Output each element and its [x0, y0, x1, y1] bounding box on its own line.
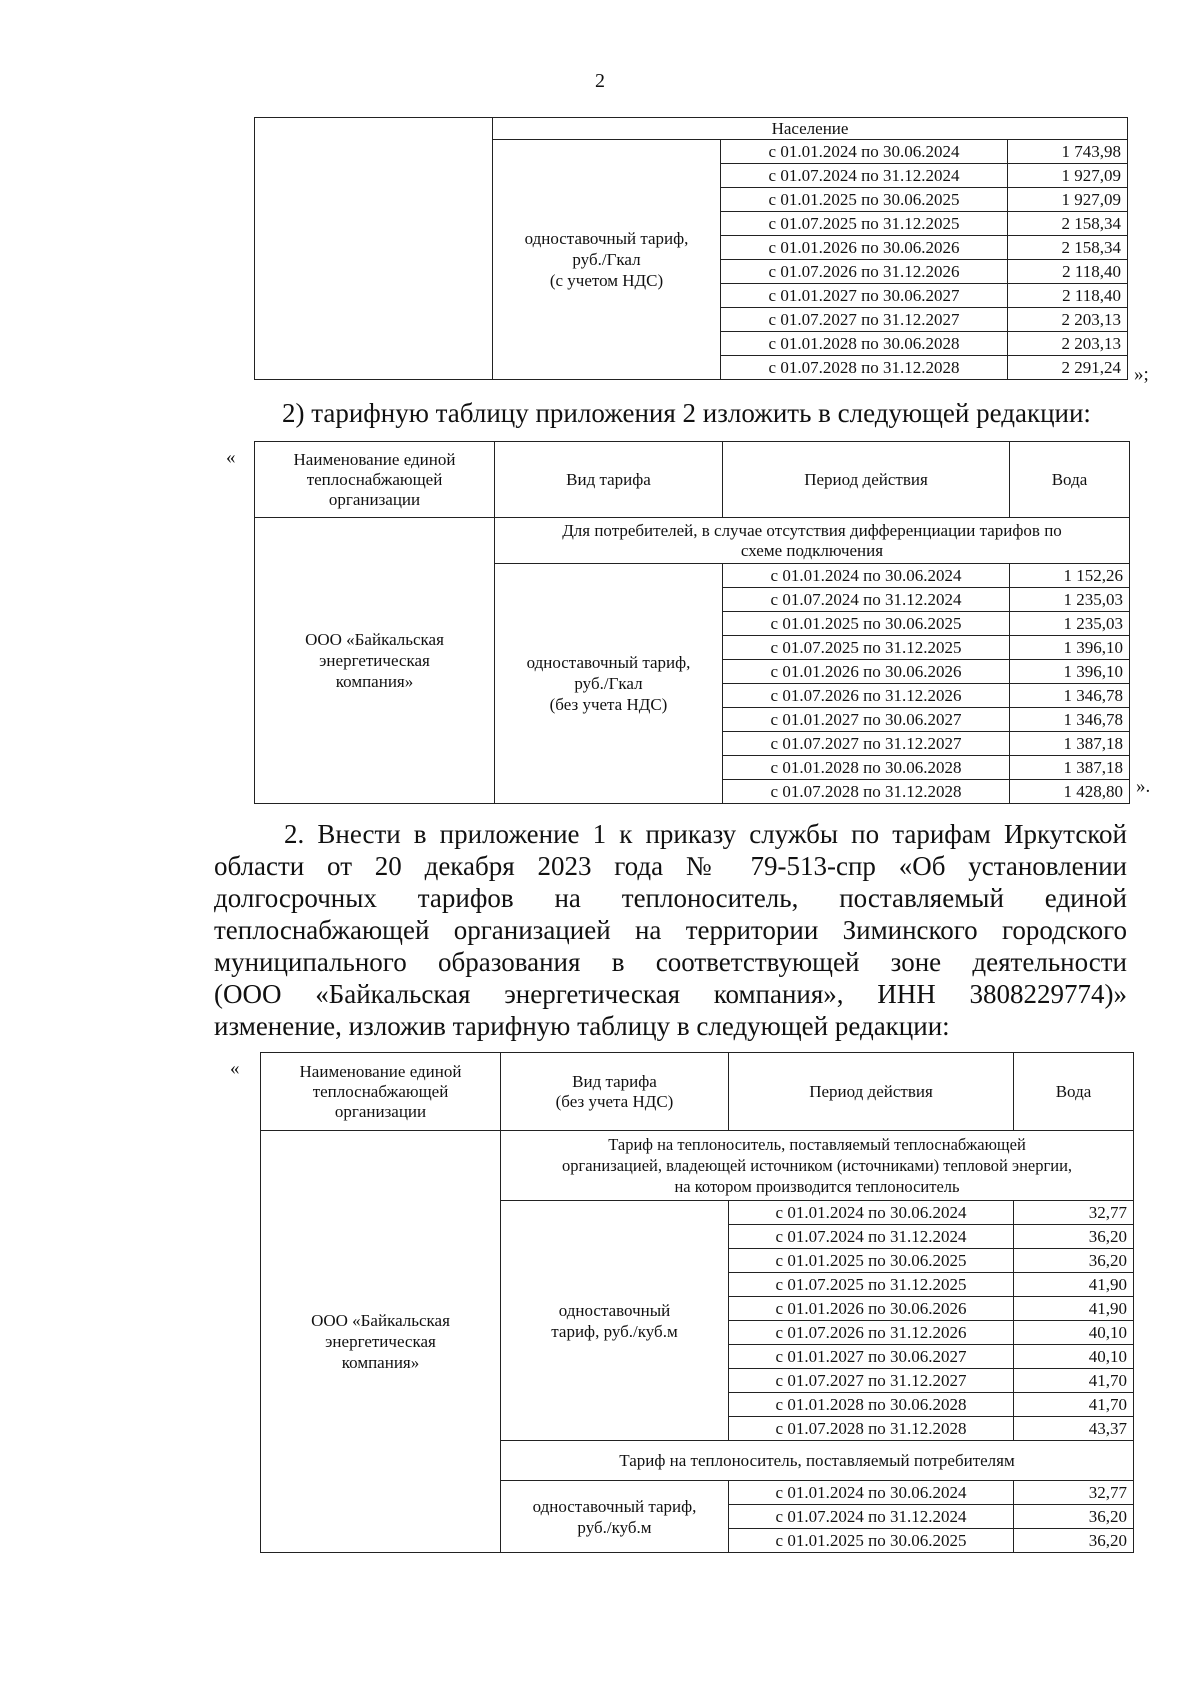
tariff-type-line: (без учета НДС) — [549, 695, 668, 714]
value-cell: 1 387,18 — [1010, 756, 1130, 780]
period-cell: с 01.01.2027 по 30.06.2027 — [729, 1345, 1014, 1369]
value-cell: 36,20 — [1014, 1505, 1134, 1529]
header-period: Период действия — [723, 442, 1010, 518]
tariff-type-line: одноставочный — [558, 1300, 671, 1320]
header-org — [261, 1053, 501, 1131]
group-label-cell — [501, 1131, 1134, 1201]
value-cell: 41,90 — [1014, 1297, 1134, 1321]
period-cell: с 01.01.2028 по 30.06.2028 — [721, 332, 1008, 356]
group-label-line: на котором производится теплоноситель — [674, 1177, 960, 1196]
header-period: Период действия — [729, 1053, 1014, 1131]
tariff-type-line: руб./Гкал — [572, 250, 641, 269]
header-org-line: теплоснабжающей — [312, 1081, 449, 1101]
period-cell: с 01.07.2027 по 31.12.2027 — [721, 308, 1008, 332]
period-cell: с 01.01.2024 по 30.06.2024 — [723, 564, 1010, 588]
header-org-line: Наименование единой — [299, 1061, 462, 1081]
org-name-line: энергетическая — [319, 651, 430, 670]
value-cell: 1 235,03 — [1010, 588, 1130, 612]
close-quote-2: ». — [1136, 776, 1151, 797]
close-quote-1: »; — [1134, 364, 1149, 385]
paragraph-2-line: муниципального образования в соответствующей зоне деятельности — [214, 947, 1127, 977]
period-cell: с 01.07.2025 по 31.12.2025 — [721, 212, 1008, 236]
header-row — [255, 442, 1130, 518]
header-org-line: теплоснабжающей — [306, 469, 443, 489]
period-cell: с 01.07.2027 по 31.12.2027 — [723, 732, 1010, 756]
tariff-type-line: руб./Гкал — [574, 674, 643, 693]
group-label-cell: Тариф на теплоноситель, поставляемый потребителям — [501, 1441, 1134, 1481]
header-water: Вода — [1010, 442, 1130, 518]
tariff-table-2 — [254, 441, 1130, 804]
header-water: Вода — [1014, 1053, 1134, 1131]
value-cell: 36,20 — [1014, 1529, 1134, 1553]
header-org-line: организации — [334, 1101, 427, 1121]
period-cell: с 01.07.2028 по 31.12.2028 — [721, 356, 1008, 380]
tariff-table-3 — [260, 1052, 1134, 1553]
group-label-line: организацией, владеющей источником (источниками) тепловой энергии, — [561, 1156, 1073, 1175]
tariff-type-line: одноставочный тариф, — [526, 653, 691, 672]
value-cell: 1 387,18 — [1010, 732, 1130, 756]
period-cell: с 01.01.2026 по 30.06.2026 — [723, 660, 1010, 684]
value-cell: 41,90 — [1014, 1273, 1134, 1297]
period-cell: с 01.01.2026 по 30.06.2026 — [729, 1297, 1014, 1321]
value-cell: 2 118,40 — [1008, 284, 1128, 308]
period-cell: с 01.07.2028 по 31.12.2028 — [723, 780, 1010, 804]
org-name-line: ООО «Байкальская — [311, 1311, 450, 1330]
tariff-type-line: тариф, руб./куб.м — [551, 1321, 678, 1341]
paragraph-2 — [214, 818, 1127, 1042]
value-cell: 2 158,34 — [1008, 236, 1128, 260]
period-cell: с 01.01.2025 по 30.06.2025 — [721, 188, 1008, 212]
period-cell: с 01.01.2024 по 30.06.2024 — [729, 1201, 1014, 1225]
value-cell: 1 152,26 — [1010, 564, 1130, 588]
item-2-text: 2) тарифную таблицу приложения 2 изложить в следующей редакции: — [282, 398, 1091, 428]
period-cell: с 01.01.2027 по 30.06.2027 — [721, 284, 1008, 308]
period-cell: с 01.07.2026 по 31.12.2026 — [729, 1321, 1014, 1345]
period-cell: с 01.07.2025 по 31.12.2025 — [729, 1273, 1014, 1297]
value-cell: 40,10 — [1014, 1345, 1134, 1369]
value-cell: 36,20 — [1014, 1249, 1134, 1273]
period-cell: с 01.07.2026 по 31.12.2026 — [723, 684, 1010, 708]
open-quote-2: « — [226, 447, 236, 468]
group-label-cell: Население — [493, 118, 1128, 140]
value-cell: 2 291,24 — [1008, 356, 1128, 380]
org-name-line: компания» — [341, 1353, 420, 1372]
period-cell: с 01.07.2024 по 31.12.2024 — [721, 164, 1008, 188]
value-cell: 1 927,09 — [1008, 164, 1128, 188]
tariff-type-line: одноставочный тариф, — [532, 1496, 697, 1516]
period-cell: с 01.01.2024 по 30.06.2024 — [729, 1481, 1014, 1505]
paragraph-2-line: области от 20 декабря 2023 года № 79-513-спр «Об установлении — [214, 851, 1127, 881]
period-cell: с 01.01.2025 по 30.06.2025 — [729, 1529, 1014, 1553]
open-quote-3: « — [230, 1058, 240, 1079]
header-row — [261, 1053, 1134, 1131]
value-cell: 32,77 — [1014, 1201, 1134, 1225]
header-type — [501, 1053, 729, 1131]
period-cell: с 01.01.2025 по 30.06.2025 — [723, 612, 1010, 636]
value-cell: 2 118,40 — [1008, 260, 1128, 284]
value-cell: 1 235,03 — [1010, 612, 1130, 636]
org-name-cell — [255, 518, 495, 804]
tariff-type-cell — [493, 140, 721, 380]
tariff-type-cell — [495, 564, 723, 804]
tariff-type-cell — [501, 1201, 729, 1441]
period-cell: с 01.01.2025 по 30.06.2025 — [729, 1249, 1014, 1273]
group-row — [255, 518, 1130, 564]
paragraph-2-line: (ООО «Байкальская энергетическая компания», ИНН 3808229774)» — [214, 979, 1127, 1009]
value-cell: 32,77 — [1014, 1481, 1134, 1505]
paragraph-2-line: теплоснабжающей организацией на территории Зиминского городского — [214, 915, 1127, 945]
period-cell: с 01.01.2028 по 30.06.2028 — [723, 756, 1010, 780]
period-cell: с 01.01.2024 по 30.06.2024 — [721, 140, 1008, 164]
value-cell: 1 927,09 — [1008, 188, 1128, 212]
paragraph-2-line: 2. Внести в приложение 1 к приказу службы по тарифам Иркутской — [284, 819, 1127, 849]
period-cell: с 01.01.2026 по 30.06.2026 — [721, 236, 1008, 260]
period-cell: с 01.07.2027 по 31.12.2027 — [729, 1369, 1014, 1393]
header-org-line: организации — [328, 489, 421, 509]
tariff-type-cell — [501, 1481, 729, 1553]
org-name-line: компания» — [335, 672, 414, 691]
paragraph-2-line: изменение, изложив тарифную таблицу в следующей редакции: — [214, 1011, 950, 1041]
value-cell: 2 158,34 — [1008, 212, 1128, 236]
period-cell: с 01.07.2024 по 31.12.2024 — [729, 1505, 1014, 1529]
tariff-type-line: (с учетом НДС) — [549, 271, 664, 290]
value-cell: 41,70 — [1014, 1393, 1134, 1417]
period-cell: с 01.01.2028 по 30.06.2028 — [729, 1393, 1014, 1417]
continuation-tariff-table — [254, 117, 1128, 380]
value-cell: 43,37 — [1014, 1417, 1134, 1441]
period-cell: с 01.07.2024 по 31.12.2024 — [729, 1225, 1014, 1249]
table-row — [255, 118, 1128, 140]
period-cell: с 01.07.2028 по 31.12.2028 — [729, 1417, 1014, 1441]
value-cell: 1 428,80 — [1010, 780, 1130, 804]
period-cell: с 01.07.2024 по 31.12.2024 — [723, 588, 1010, 612]
tariff-type-line: одноставочный тариф, — [524, 229, 689, 248]
value-cell: 2 203,13 — [1008, 332, 1128, 356]
header-type-line: (без учета НДС) — [555, 1091, 674, 1111]
org-cell-blank — [255, 118, 493, 380]
group-label-line: Для потребителей, в случае отсутствия дифференциации тарифов по — [562, 520, 1062, 540]
tariff-type-line: руб./куб.м — [577, 1517, 652, 1537]
value-cell: 1 346,78 — [1010, 684, 1130, 708]
org-name-line: энергетическая — [325, 1332, 436, 1351]
value-cell: 1 743,98 — [1008, 140, 1128, 164]
paragraph-2-line: долгосрочных тарифов на теплоноситель, поставляемый единой — [214, 883, 1127, 913]
header-org-line: Наименование единой — [293, 449, 456, 469]
value-cell: 36,20 — [1014, 1225, 1134, 1249]
period-cell: с 01.07.2025 по 31.12.2025 — [723, 636, 1010, 660]
header-org — [255, 442, 495, 518]
value-cell: 2 203,13 — [1008, 308, 1128, 332]
group-label-line: схеме подключения — [740, 540, 884, 560]
page-number: 2 — [595, 70, 605, 92]
org-name-cell — [261, 1131, 501, 1553]
value-cell: 40,10 — [1014, 1321, 1134, 1345]
header-type-line: Вид тарифа — [572, 1071, 657, 1091]
group-label-line: Тариф на теплоноситель, поставляемый теплоснабжающей — [608, 1135, 1026, 1154]
group-label-cell — [495, 518, 1130, 564]
header-type: Вид тарифа — [495, 442, 723, 518]
value-cell: 41,70 — [1014, 1369, 1134, 1393]
period-cell: с 01.07.2026 по 31.12.2026 — [721, 260, 1008, 284]
org-name-line: ООО «Байкальская — [305, 630, 444, 649]
value-cell: 1 346,78 — [1010, 708, 1130, 732]
group-row — [261, 1131, 1134, 1201]
value-cell: 1 396,10 — [1010, 636, 1130, 660]
period-cell: с 01.01.2027 по 30.06.2027 — [723, 708, 1010, 732]
value-cell: 1 396,10 — [1010, 660, 1130, 684]
